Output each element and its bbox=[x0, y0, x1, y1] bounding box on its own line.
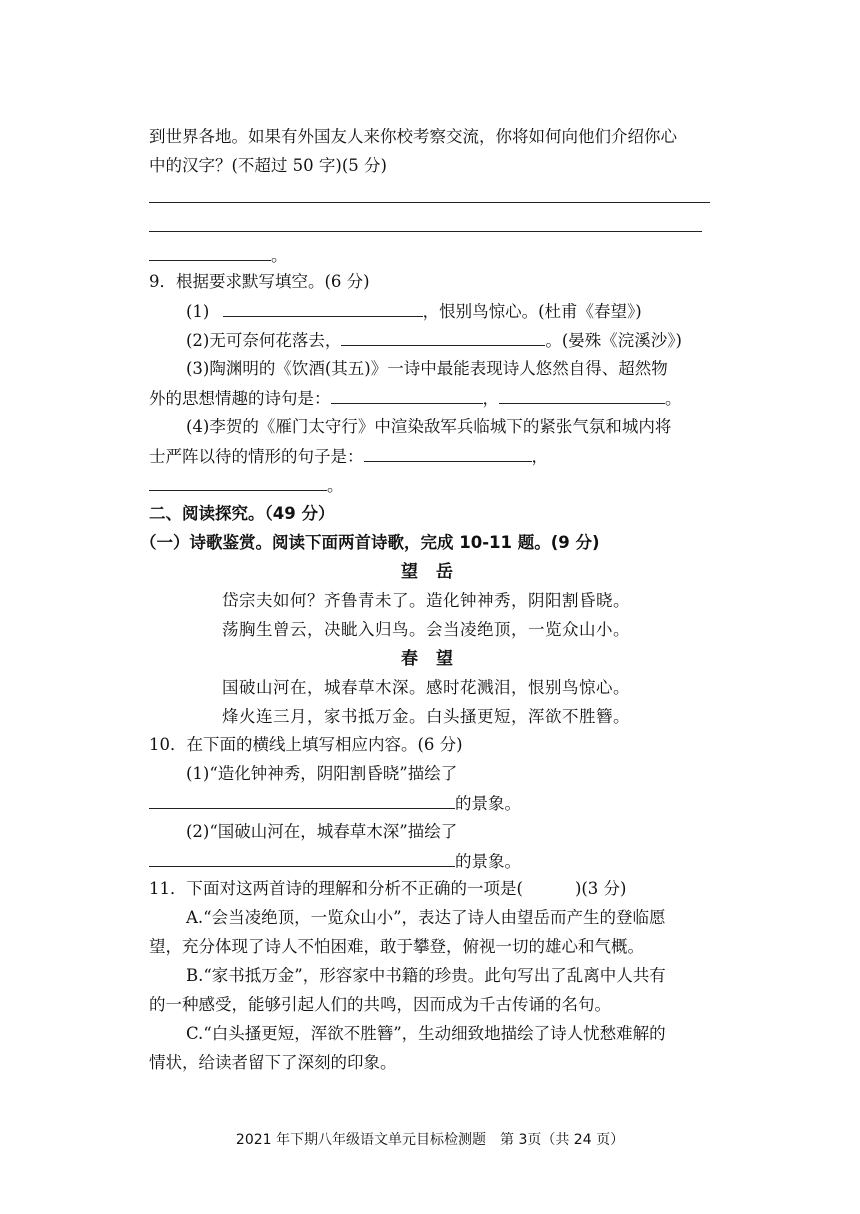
q9-blank-3b[interactable] bbox=[499, 387, 665, 404]
section-2-subheading: （一）诗歌鉴赏。阅读下面两首诗歌，完成 10-11 题。(9 分) bbox=[140, 533, 600, 552]
page-footer: 2021 年下期八年级语文单元目标检测题 第 3页（共 24 页） bbox=[235, 1132, 625, 1148]
q9-item-2-text: (2)无可奈何花落去， bbox=[186, 331, 342, 350]
q11-option-c-line-2: 情状，给读者留下了深刻的印象。 bbox=[149, 1053, 397, 1072]
q11-option-c-line-1: C.“白头搔更短，浑欲不胜簪”，生动细致地描绘了诗人忧愁难解的 bbox=[186, 1024, 666, 1043]
q8-text-line-2: 中的汉字？(不超过 50 字)(5 分) bbox=[149, 156, 387, 175]
q9-stem: 9．根据要求默写填空。(6 分) bbox=[149, 272, 370, 291]
q10-suffix-1: 的景象。 bbox=[455, 794, 521, 813]
q11-stem-text: 11．下面对这两首诗的理解和分析不正确的一项是( bbox=[149, 879, 523, 898]
q10-item-2: (2)“国破山河在，城春草木深”描绘了 bbox=[186, 822, 458, 841]
q9-item-1-label: (1) bbox=[186, 302, 210, 321]
q8-answer-line-3 bbox=[149, 244, 288, 267]
q10-item-1-answer bbox=[149, 792, 521, 815]
q9-item-4-line-1: (4)李贺的《雁门太守行》中渲染敌军兵临城下的紧张气氛和城内将 bbox=[186, 417, 672, 436]
q9-period: 。 bbox=[665, 389, 682, 408]
q11-score: )(3 分) bbox=[574, 879, 627, 898]
q9-item-4-line-2 bbox=[149, 445, 548, 468]
q9-item-3-prompt: 外的思想情趣的诗句是： bbox=[149, 389, 331, 408]
q10-suffix-2: 的景象。 bbox=[455, 852, 521, 871]
poem-2-line-1: 国破山河在，城春草木深。感时花溅泪，恨别鸟惊心。 bbox=[222, 678, 630, 697]
q9-comma: ， bbox=[482, 389, 499, 408]
q9-blank-3a[interactable] bbox=[331, 387, 483, 404]
q9-item-4-prompt: 士严阵以待的情形的句子是： bbox=[149, 447, 364, 466]
q9-item-3-line-2 bbox=[149, 387, 682, 410]
poem-2-line-2: 烽火连三月，家书抵万金。白头搔更短，浑欲不胜簪。 bbox=[222, 707, 630, 726]
q11-option-b-line-2: 的一种感受，能够引起人们的共鸣，因而成为千古传诵的名句。 bbox=[149, 995, 611, 1014]
q10-item-2-answer bbox=[149, 850, 521, 873]
q9-period-2: 。 bbox=[327, 476, 344, 495]
q9-item-2-source: 。(晏殊《浣溪沙》) bbox=[545, 331, 682, 350]
q8-answer-blank[interactable] bbox=[149, 244, 271, 261]
q10-item-1: (1)“造化钟神秀，阴阳割昏晓”描绘了 bbox=[186, 764, 458, 783]
q9-item-1 bbox=[186, 300, 642, 323]
q8-answer-line-1[interactable] bbox=[149, 202, 710, 203]
section-2-heading: 二、阅读探究。（49 分） bbox=[149, 504, 335, 523]
q11-option-a-line-2: 望，充分体现了诗人不怕困难，敢于攀登，俯视一切的雄心和气概。 bbox=[149, 937, 644, 956]
q10-blank-2[interactable] bbox=[149, 850, 455, 867]
poem-1-title: 望 岳 bbox=[401, 562, 459, 582]
q9-item-3-line-1: (3)陶渊明的《饮酒(其五)》一诗中最能表现诗人悠然自得、超然物 bbox=[186, 359, 668, 378]
poem-1-line-2: 荡胸生曾云，决眦入归鸟。会当凌绝顶，一览众山小。 bbox=[222, 620, 630, 639]
q9-blank-4b[interactable] bbox=[149, 474, 327, 491]
q9-comma-2: ， bbox=[531, 447, 548, 466]
q9-blank-1[interactable] bbox=[223, 300, 423, 317]
q9-blank-2[interactable] bbox=[341, 329, 545, 346]
poem-1-line-1: 岱宗夫如何？齐鲁青未了。造化钟神秀，阴阳割昏晓。 bbox=[222, 591, 630, 610]
q11-option-b-line-1: B.“家书抵万金”，形容家中书籍的珍贵。此句写出了乱离中人共有 bbox=[186, 966, 666, 985]
q9-item-1-text: ，恨别鸟惊心。(杜甫《春望》) bbox=[422, 302, 642, 321]
q8-answer-line-2[interactable] bbox=[149, 231, 702, 232]
q11-stem bbox=[149, 878, 627, 900]
q8-end-mark: 。 bbox=[271, 246, 288, 265]
q8-text-line-1: 到世界各地。如果有外国友人来你校考察交流，你将如何向他们介绍你心 bbox=[149, 127, 677, 146]
q9-blank-4a[interactable] bbox=[364, 445, 532, 462]
q9-item-2 bbox=[186, 329, 682, 352]
q9-item-4-line-3 bbox=[149, 474, 344, 497]
q10-stem: 10．在下面的横线上填写相应内容。(6 分) bbox=[149, 735, 463, 754]
q11-option-a-line-1: A.“会当凌绝顶，一览众山小”，表达了诗人由望岳而产生的登临愿 bbox=[186, 908, 666, 927]
q10-blank-1[interactable] bbox=[149, 792, 455, 809]
poem-2-title: 春 望 bbox=[401, 649, 459, 669]
